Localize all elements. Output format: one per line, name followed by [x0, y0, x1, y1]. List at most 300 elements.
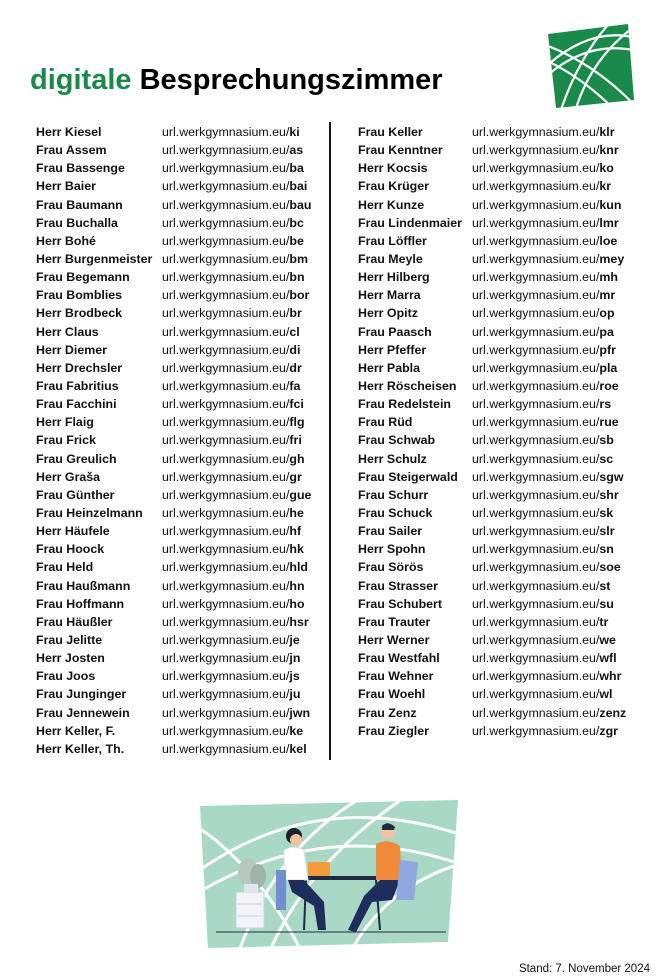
room-link-prefix: url.werkgymnasium.eu/ — [472, 469, 600, 484]
room-code: sc — [599, 451, 614, 466]
contact-row — [36, 450, 326, 468]
room-code: jn — [289, 651, 301, 666]
contact-row — [358, 685, 658, 703]
contact-row — [36, 431, 326, 449]
room-code: hk — [289, 542, 304, 557]
room-link-prefix: url.werkgymnasium.eu/ — [162, 723, 290, 738]
teacher-name: Frau Hoock — [36, 542, 105, 557]
room-link[interactable] — [472, 359, 617, 377]
room-link-prefix: url.werkgymnasium.eu/ — [162, 415, 290, 430]
teacher-name: Herr Kunze — [358, 197, 425, 212]
room-code: klr — [599, 125, 615, 139]
contact-row — [358, 522, 658, 540]
contact-row — [358, 250, 658, 268]
room-link[interactable] — [162, 685, 300, 703]
room-link-prefix: url.werkgymnasium.eu/ — [162, 487, 290, 502]
teacher-name: Frau Trauter — [358, 614, 431, 629]
room-link[interactable] — [162, 740, 307, 758]
teacher-name: Frau Begemann — [36, 270, 130, 285]
room-code: loe — [599, 233, 618, 248]
room-link[interactable] — [472, 268, 618, 286]
room-link[interactable] — [472, 413, 619, 431]
page-title — [30, 64, 443, 97]
room-link[interactable] — [162, 468, 302, 486]
room-link-prefix: url.werkgymnasium.eu/ — [472, 651, 600, 666]
contact-row — [358, 486, 658, 504]
teacher-name: Herr Diemer — [36, 342, 107, 357]
teacher-name: Frau Westfahl — [358, 651, 440, 666]
room-link[interactable] — [472, 540, 614, 558]
room-link-prefix: url.werkgymnasium.eu/ — [162, 542, 290, 557]
room-code: rue — [599, 415, 619, 430]
room-link-prefix: url.werkgymnasium.eu/ — [472, 578, 600, 593]
room-link-prefix: url.werkgymnasium.eu/ — [162, 360, 290, 375]
contact-row — [36, 232, 326, 250]
contact-row — [358, 395, 658, 413]
contact-row — [36, 250, 326, 268]
room-link[interactable] — [162, 595, 305, 613]
room-link[interactable] — [162, 304, 302, 322]
room-link-prefix: url.werkgymnasium.eu/ — [162, 161, 290, 176]
room-code: st — [599, 578, 611, 593]
room-code: mr — [599, 288, 616, 303]
teacher-name: Frau Baumann — [36, 197, 123, 212]
room-link[interactable] — [162, 649, 300, 667]
contact-row — [36, 667, 326, 685]
room-link[interactable] — [472, 649, 617, 667]
contact-row — [358, 123, 658, 141]
room-link-prefix: url.werkgymnasium.eu/ — [162, 451, 290, 466]
contact-row — [358, 504, 658, 522]
room-link[interactable] — [472, 395, 611, 413]
room-link-prefix: url.werkgymnasium.eu/ — [472, 505, 600, 520]
room-link-prefix: url.werkgymnasium.eu/ — [472, 197, 600, 212]
room-link-prefix: url.werkgymnasium.eu/ — [472, 415, 600, 430]
room-code: bn — [289, 270, 305, 285]
room-link[interactable] — [162, 431, 302, 449]
room-code: jwn — [289, 705, 311, 720]
room-link[interactable] — [472, 250, 624, 268]
room-code: hf — [289, 524, 302, 539]
room-link[interactable] — [472, 486, 619, 504]
room-link-prefix: url.werkgymnasium.eu/ — [472, 378, 600, 393]
room-link-prefix: url.werkgymnasium.eu/ — [162, 524, 290, 539]
room-code: he — [289, 505, 304, 520]
room-code: br — [289, 306, 302, 321]
room-link[interactable] — [472, 177, 611, 195]
teacher-name: Herr Keller, Th. — [36, 741, 125, 756]
room-link-prefix: url.werkgymnasium.eu/ — [162, 215, 290, 230]
room-link-prefix: url.werkgymnasium.eu/ — [162, 288, 290, 303]
contact-row — [358, 359, 658, 377]
room-link[interactable] — [472, 504, 613, 522]
room-code: sk — [599, 505, 614, 520]
room-link-prefix: url.werkgymnasium.eu/ — [472, 487, 600, 502]
room-link-prefix: url.werkgymnasium.eu/ — [472, 125, 600, 139]
teacher-name: Frau Günther — [36, 487, 115, 502]
contact-row — [358, 159, 658, 177]
contact-row — [36, 540, 326, 558]
room-link-prefix: url.werkgymnasium.eu/ — [162, 179, 290, 194]
contact-row — [358, 268, 658, 286]
teacher-name: Frau Woehl — [358, 687, 426, 702]
teacher-name: Frau Kenntner — [358, 143, 443, 158]
column-divider — [329, 122, 331, 760]
room-link[interactable] — [472, 232, 617, 250]
contact-row — [36, 341, 326, 359]
contact-row — [36, 486, 326, 504]
room-link[interactable] — [162, 667, 300, 685]
room-link[interactable] — [162, 722, 303, 740]
teacher-name: Frau Schuck — [358, 505, 433, 520]
contact-row — [36, 196, 326, 214]
room-code: bau — [289, 197, 312, 212]
contact-row — [358, 613, 658, 631]
contact-row — [36, 613, 326, 631]
teacher-name: Frau Sörös — [358, 560, 424, 575]
contact-row — [358, 540, 658, 558]
room-link[interactable] — [472, 631, 616, 649]
contact-row — [36, 268, 326, 286]
room-code: mey — [599, 251, 625, 266]
room-code: as — [289, 143, 304, 158]
contact-row — [358, 413, 658, 431]
contact-row — [36, 377, 326, 395]
room-link[interactable] — [472, 468, 624, 486]
teacher-name: Frau Wehner — [358, 669, 434, 684]
room-link[interactable] — [162, 413, 305, 431]
room-link[interactable] — [162, 123, 300, 141]
room-code: bm — [289, 251, 308, 266]
room-link-prefix: url.werkgymnasium.eu/ — [472, 614, 600, 629]
room-link[interactable] — [472, 558, 621, 576]
room-link-prefix: url.werkgymnasium.eu/ — [472, 596, 600, 611]
teacher-name: Frau Strasser — [358, 578, 438, 593]
contact-row — [36, 631, 326, 649]
room-link[interactable] — [472, 323, 614, 341]
room-code: kun — [599, 197, 622, 212]
room-link-prefix: url.werkgymnasium.eu/ — [162, 324, 290, 339]
room-code: soe — [599, 560, 621, 575]
teacher-name: Herr Kocsis — [358, 161, 428, 176]
teacher-name: Herr Drechsler — [36, 360, 123, 375]
teacher-name: Frau Buchalla — [36, 215, 118, 230]
room-code: fa — [289, 378, 301, 393]
room-code: hsr — [289, 614, 309, 629]
room-code: rs — [599, 397, 612, 412]
contact-row — [358, 704, 658, 722]
room-link[interactable] — [162, 450, 305, 468]
teacher-name: Frau Krüger — [358, 179, 429, 194]
room-link-prefix: url.werkgymnasium.eu/ — [162, 669, 290, 684]
room-link-prefix: url.werkgymnasium.eu/ — [472, 306, 600, 321]
room-link[interactable] — [472, 431, 614, 449]
room-link-prefix: url.werkgymnasium.eu/ — [162, 197, 290, 212]
teacher-name: Herr Opitz — [358, 306, 418, 321]
room-link-prefix: url.werkgymnasium.eu/ — [162, 614, 290, 629]
contact-row — [358, 595, 658, 613]
room-link[interactable] — [162, 395, 304, 413]
room-link-prefix: url.werkgymnasium.eu/ — [162, 469, 290, 484]
contact-row — [36, 141, 326, 159]
room-link-prefix: url.werkgymnasium.eu/ — [162, 687, 290, 702]
room-link-prefix: url.werkgymnasium.eu/ — [162, 596, 290, 611]
contact-row — [36, 704, 326, 722]
teacher-name: Herr Flaig — [36, 415, 94, 430]
room-link[interactable] — [162, 232, 304, 250]
room-code: kr — [599, 179, 612, 194]
room-link-prefix: url.werkgymnasium.eu/ — [472, 270, 600, 285]
room-link[interactable] — [472, 450, 613, 468]
room-link-prefix: url.werkgymnasium.eu/ — [162, 306, 290, 321]
room-link-prefix: url.werkgymnasium.eu/ — [162, 560, 290, 575]
room-link-prefix: url.werkgymnasium.eu/ — [162, 397, 290, 412]
room-code: je — [289, 632, 300, 647]
teacher-name: Frau Lindenmaier — [358, 215, 462, 230]
contact-row — [358, 450, 658, 468]
room-link-prefix: url.werkgymnasium.eu/ — [472, 723, 600, 738]
teacher-name: Frau Häußler — [36, 614, 113, 629]
room-link[interactable] — [472, 159, 614, 177]
room-code: whr — [599, 669, 622, 684]
room-link-prefix: url.werkgymnasium.eu/ — [472, 687, 600, 702]
room-code: cl — [289, 324, 300, 339]
teacher-name: Frau Junginger — [36, 687, 127, 702]
contact-row — [36, 214, 326, 232]
room-link-prefix: url.werkgymnasium.eu/ — [162, 378, 290, 393]
room-link[interactable] — [162, 341, 300, 359]
room-link[interactable] — [162, 558, 308, 576]
contact-row — [36, 595, 326, 613]
teacher-name: Herr Claus — [36, 324, 99, 339]
contact-row — [358, 468, 658, 486]
teacher-name: Frau Schubert — [358, 596, 442, 611]
room-code: su — [599, 596, 614, 611]
teacher-name: Herr Häufele — [36, 524, 110, 539]
teacher-name: Herr Kiesel — [36, 125, 102, 139]
contact-list-right — [358, 123, 658, 740]
room-link[interactable] — [162, 522, 301, 540]
room-link[interactable] — [162, 486, 311, 504]
room-code: knr — [599, 143, 619, 158]
room-link[interactable] — [162, 613, 309, 631]
teacher-name: Herr Marra — [358, 288, 421, 303]
room-link-prefix: url.werkgymnasium.eu/ — [472, 542, 600, 557]
teacher-name: Herr Pabla — [358, 360, 420, 375]
room-code: ba — [289, 161, 304, 176]
room-link-prefix: url.werkgymnasium.eu/ — [472, 161, 600, 176]
room-link[interactable] — [472, 577, 610, 595]
contact-row — [358, 286, 658, 304]
meeting-illustration-icon — [196, 800, 464, 948]
room-link[interactable] — [162, 268, 305, 286]
room-link[interactable] — [472, 667, 621, 685]
room-code: pa — [599, 324, 614, 339]
contact-row — [36, 159, 326, 177]
room-code: di — [289, 342, 301, 357]
room-code: bai — [289, 179, 308, 194]
room-link-prefix: url.werkgymnasium.eu/ — [472, 632, 600, 647]
room-link-prefix: url.werkgymnasium.eu/ — [472, 524, 600, 539]
teacher-name: Frau Hoffmann — [36, 596, 125, 611]
teacher-name: Frau Joos — [36, 669, 96, 684]
teacher-name: Frau Bomblies — [36, 288, 123, 303]
room-link[interactable] — [162, 250, 308, 268]
contact-row — [358, 341, 658, 359]
contact-row — [358, 722, 658, 740]
room-link[interactable] — [472, 304, 615, 322]
room-link[interactable] — [472, 341, 616, 359]
room-link[interactable] — [472, 685, 613, 703]
teacher-name: Herr Keller, F. — [36, 723, 116, 738]
room-code: ju — [289, 687, 301, 702]
teacher-name: Frau Heinzelmann — [36, 505, 143, 520]
room-link[interactable] — [162, 631, 300, 649]
room-code: sgw — [599, 469, 624, 484]
room-code: slr — [599, 524, 615, 539]
room-code: ki — [289, 125, 300, 139]
room-link-prefix: url.werkgymnasium.eu/ — [472, 179, 600, 194]
contact-list-left — [36, 123, 326, 758]
teacher-name: Frau Ziegler — [358, 723, 429, 738]
room-link[interactable] — [162, 196, 311, 214]
contact-row — [36, 649, 326, 667]
room-link[interactable] — [472, 722, 618, 740]
room-link-prefix: url.werkgymnasium.eu/ — [162, 342, 290, 357]
room-code: wl — [599, 687, 613, 702]
room-code: zgr — [599, 723, 618, 738]
room-link[interactable] — [472, 141, 619, 159]
teacher-name: Frau Zenz — [358, 705, 417, 720]
room-code: ko — [599, 161, 614, 176]
room-code: sn — [599, 542, 614, 557]
room-link[interactable] — [472, 214, 619, 232]
room-link[interactable] — [162, 141, 303, 159]
room-link-prefix: url.werkgymnasium.eu/ — [162, 705, 290, 720]
room-link[interactable] — [162, 540, 304, 558]
contact-row — [358, 304, 658, 322]
contact-row — [358, 631, 658, 649]
room-code: dr — [289, 360, 302, 375]
contact-row — [358, 667, 658, 685]
room-link[interactable] — [162, 704, 310, 722]
contact-row — [36, 413, 326, 431]
teacher-name: Frau Held — [36, 560, 94, 575]
contact-row — [36, 558, 326, 576]
room-link[interactable] — [162, 359, 302, 377]
room-code: gh — [289, 451, 305, 466]
room-code: bc — [289, 215, 304, 230]
room-code: gue — [289, 487, 312, 502]
teacher-name: Herr Hilberg — [358, 270, 430, 285]
teacher-name: Frau Fabritius — [36, 378, 119, 393]
room-code: fci — [289, 397, 304, 412]
room-link[interactable] — [162, 286, 309, 304]
teacher-name: Frau Bassenge — [36, 161, 125, 176]
teacher-name: Herr Brodbeck — [36, 306, 123, 321]
room-code: ke — [289, 723, 304, 738]
room-link[interactable] — [162, 504, 304, 522]
room-code: be — [289, 233, 304, 248]
room-link-prefix: url.werkgymnasium.eu/ — [472, 288, 600, 303]
room-link-prefix: url.werkgymnasium.eu/ — [472, 143, 600, 158]
contact-row — [36, 504, 326, 522]
date-stamp: Stand: 7. November 2024 — [518, 963, 650, 975]
room-link-prefix: url.werkgymnasium.eu/ — [162, 651, 290, 666]
teacher-name: Frau Jennewein — [36, 705, 130, 720]
room-link-prefix: url.werkgymnasium.eu/ — [162, 505, 290, 520]
room-link-prefix: url.werkgymnasium.eu/ — [472, 251, 600, 266]
room-link[interactable] — [472, 595, 614, 613]
room-link[interactable] — [162, 214, 304, 232]
room-link-prefix: url.werkgymnasium.eu/ — [162, 270, 290, 285]
teacher-name: Frau Steigerwald — [358, 469, 458, 484]
contact-row — [36, 359, 326, 377]
contact-row — [36, 177, 326, 195]
contact-row — [358, 214, 658, 232]
contact-row — [358, 141, 658, 159]
contact-row — [358, 649, 658, 667]
room-link[interactable] — [472, 286, 615, 304]
teacher-name: Frau Keller — [358, 125, 423, 139]
room-code: zenz — [599, 705, 627, 720]
room-code: bor — [289, 288, 310, 303]
room-link[interactable] — [472, 704, 626, 722]
room-link[interactable] — [162, 159, 304, 177]
contact-row — [36, 577, 326, 595]
room-link-prefix: url.werkgymnasium.eu/ — [472, 360, 600, 375]
room-link[interactable] — [472, 123, 615, 141]
room-link[interactable] — [162, 177, 307, 195]
contact-row — [36, 304, 326, 322]
teacher-name: Frau Löffler — [358, 233, 427, 248]
room-code: pfr — [599, 342, 616, 357]
school-logo-icon — [548, 24, 634, 108]
room-link-prefix: url.werkgymnasium.eu/ — [472, 433, 600, 448]
room-code: ho — [289, 596, 305, 611]
contact-row — [358, 177, 658, 195]
room-link-prefix: url.werkgymnasium.eu/ — [162, 578, 290, 593]
contact-row — [36, 395, 326, 413]
teacher-name: Herr Pfeffer — [358, 342, 427, 357]
room-link-prefix: url.werkgymnasium.eu/ — [472, 451, 600, 466]
room-code: hld — [289, 560, 308, 575]
contact-row — [36, 468, 326, 486]
contact-row — [36, 685, 326, 703]
room-link[interactable] — [162, 577, 305, 595]
room-code: we — [599, 632, 616, 647]
teacher-name: Frau Greulich — [36, 451, 117, 466]
contact-row — [36, 323, 326, 341]
teacher-name: Frau Schwab — [358, 433, 436, 448]
room-link[interactable] — [472, 613, 608, 631]
room-code: gr — [289, 469, 302, 484]
room-link[interactable] — [472, 196, 621, 214]
room-code: kel — [289, 741, 307, 756]
teacher-name: Frau Facchini — [36, 397, 117, 412]
room-link[interactable] — [472, 377, 619, 395]
room-link[interactable] — [162, 323, 300, 341]
room-link[interactable] — [162, 377, 300, 395]
teacher-name: Frau Meyle — [358, 251, 423, 266]
teacher-name: Herr Josten — [36, 651, 105, 666]
teacher-name: Frau Frick — [36, 433, 96, 448]
room-link-prefix: url.werkgymnasium.eu/ — [162, 233, 290, 248]
teacher-name: Frau Redelstein — [358, 397, 451, 412]
room-link-prefix: url.werkgymnasium.eu/ — [162, 632, 290, 647]
room-link[interactable] — [472, 522, 615, 540]
room-link-prefix: url.werkgymnasium.eu/ — [472, 397, 600, 412]
